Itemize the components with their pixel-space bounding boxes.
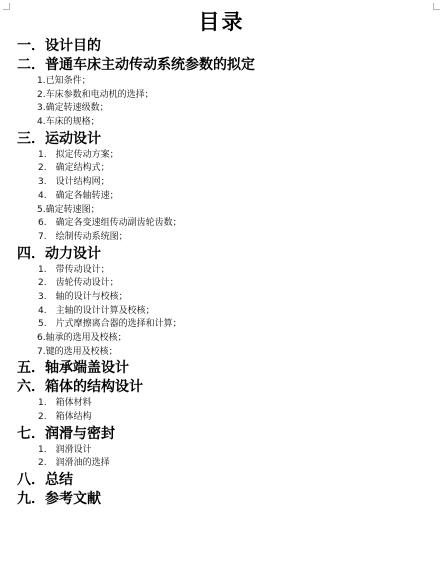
toc-subitem[interactable]: 6. 确定各变速组传动副齿轮齿数； [38, 218, 182, 229]
page-title: 目录 [198, 10, 245, 34]
toc-subitem-list [0, 75, 443, 130]
toc-subitem[interactable]: 3. 设计结构网； [38, 177, 110, 188]
toc-section [0, 471, 443, 490]
toc-subitem[interactable]: 1. 箱体材料 [38, 398, 92, 409]
toc-subitem-list [0, 444, 443, 471]
toc-section-heading[interactable]: 三．运动设计 [17, 130, 101, 147]
toc-subitem[interactable]: 2. 箱体结构 [38, 412, 92, 423]
toc-subitem[interactable]: 1. 带传动设计； [38, 264, 110, 275]
toc-subitem-list [0, 264, 443, 360]
toc-subitem[interactable]: 3.确定转速级数； [37, 103, 109, 114]
toc-section [0, 245, 443, 360]
toc-subitem[interactable]: 4.车床的规格； [37, 117, 100, 128]
toc-section-heading[interactable]: 六．箱体的结构设计 [17, 379, 143, 396]
toc-section-heading[interactable]: 二．普通车床主动传动系统参数的拟定 [17, 57, 255, 73]
toc-subitem[interactable]: 5. 片式摩擦离合器的选择和计算； [38, 319, 182, 330]
table-of-contents [0, 37, 443, 509]
toc-section-heading[interactable]: 五．轴承端盖设计 [17, 360, 129, 377]
toc-subitem[interactable]: 2. 齿轮传动设计； [38, 278, 119, 289]
toc-subitem[interactable]: 6.轴承的选用及校核； [37, 333, 127, 343]
toc-section-heading[interactable]: 四．动力设计 [17, 245, 101, 262]
toc-section [0, 56, 443, 130]
toc-section [0, 130, 443, 245]
toc-subitem-list [0, 397, 443, 424]
toc-subitem[interactable]: 2.车床参数和电动机的选择； [37, 89, 154, 100]
toc-section [0, 490, 443, 509]
toc-section-heading[interactable]: 七．润滑与密封 [17, 425, 115, 442]
toc-subitem[interactable]: 1. 拟定传动方案； [38, 149, 119, 160]
toc-section-heading[interactable]: 八．总结 [17, 472, 73, 489]
toc-subitem-list [0, 149, 443, 245]
toc-subitem[interactable]: 4. 确定各轴转速； [38, 190, 119, 201]
toc-section-heading[interactable]: 九．参考文献 [17, 491, 101, 508]
toc-subitem[interactable]: 7.键的选用及校核； [37, 346, 118, 357]
toc-section [0, 359, 443, 378]
toc-subitem[interactable]: 2. 确定结构式； [38, 163, 110, 174]
toc-subitem[interactable]: 4. 主轴的设计计算及校核； [38, 305, 155, 316]
toc-section [0, 378, 443, 424]
toc-subitem[interactable]: 2. 润滑油的选择 [38, 458, 110, 469]
toc-section [0, 425, 443, 471]
toc-subitem[interactable]: 1. 润滑设计 [38, 444, 92, 455]
toc-subitem[interactable]: 5.确定转速图； [37, 204, 100, 215]
toc-subitem[interactable]: 1.已知条件； [37, 76, 91, 86]
toc-subitem[interactable]: 7. 绘制传动系统图； [38, 231, 128, 242]
toc-section-heading[interactable]: 一．设计目的 [17, 38, 101, 54]
toc-subitem[interactable]: 3. 轴的设计与校核； [38, 291, 128, 302]
toc-section [0, 37, 443, 56]
